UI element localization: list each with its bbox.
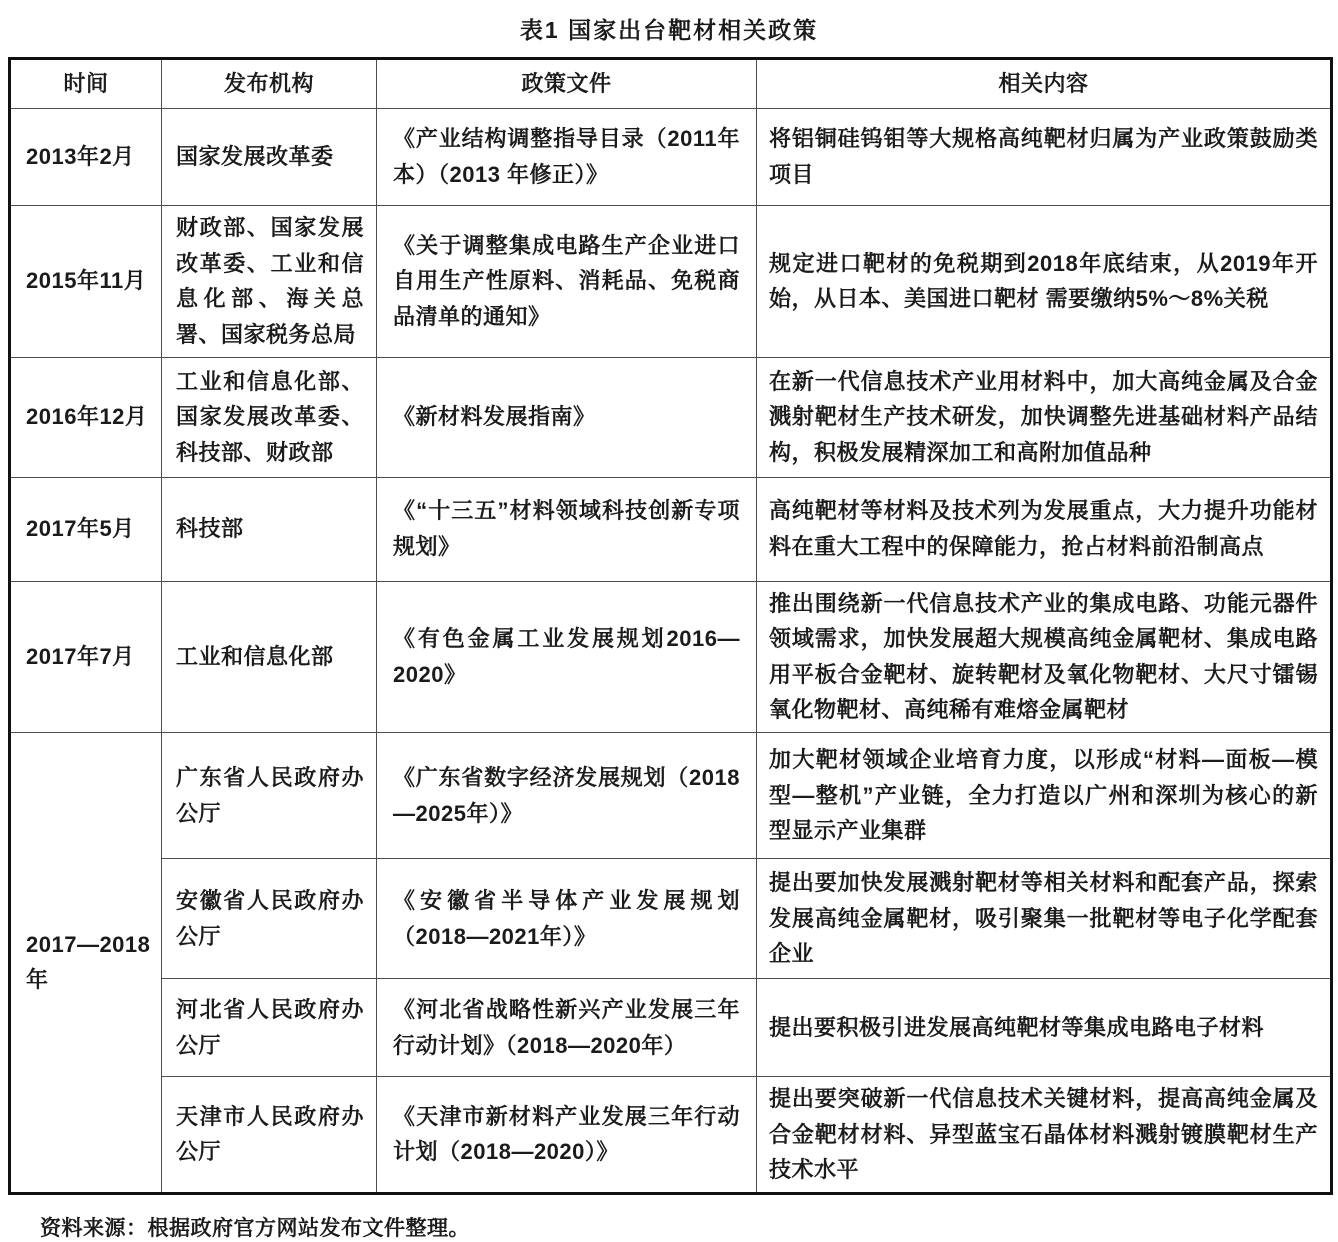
cell-agency: 科技部 <box>162 477 377 581</box>
cell-content: 加大靶材领域企业培育力度，以形成“材料—面板—模型—整机”产业链，全力打造以广州和深圳为核心的新型显示产业集群 <box>757 733 1332 859</box>
cell-content: 推出围绕新一代信息技术产业的集成电路、功能元器件领域需求，加快发展超大规模高纯金属靶材、集成电路用平板合金靶材、旋转靶材及氧化物靶材、大尺寸镭锡氧化物靶材、高纯稀有难熔金属靶材 <box>757 581 1332 733</box>
header-row <box>10 59 1332 109</box>
cell-agency: 工业和信息化部 <box>162 581 377 733</box>
table-row <box>10 109 1332 206</box>
col-header-doc: 政策文件 <box>377 59 757 109</box>
table-row <box>10 581 1332 733</box>
cell-content: 规定进口靶材的免税期到2018年底结束，从2019年开始，从日本、美国进口靶材 需要缴纳5%～8%关税 <box>757 206 1332 358</box>
cell-agency: 国家发展改革委 <box>162 109 377 206</box>
cell-doc: 《广东省数字经济发展规划（2018—2025年）》 <box>377 733 757 859</box>
cell-agency: 财政部、国家发展改革委、工业和信息化部、海关总署、国家税务总局 <box>162 206 377 358</box>
cell-agency: 广东省人民政府办公厅 <box>162 733 377 859</box>
cell-doc: 《河北省战略性新兴产业发展三年行动计划》（2018—2020年） <box>377 979 757 1077</box>
policy-table <box>8 57 1333 1195</box>
cell-time: 2016年12月 <box>10 357 162 477</box>
cell-content: 提出要积极引进发展高纯靶材等集成电路电子材料 <box>757 979 1332 1077</box>
table-title: 表1 国家出台靶材相关政策 <box>519 17 819 43</box>
cell-doc: 《有色金属工业发展规划2016—2020》 <box>377 581 757 733</box>
cell-content: 高纯靶材等材料及技术列为发展重点，大力提升功能材料在重大工程中的保障能力，抢占材料前沿制高点 <box>757 477 1332 581</box>
cell-time: 2017年7月 <box>10 581 162 733</box>
cell-content: 在新一代信息技术产业用材料中，加大高纯金属及合金溅射靶材生产技术研发，加快调整先进基础材料产品结构，积极发展精深加工和高附加值品种 <box>757 357 1332 477</box>
cell-agency: 安徽省人民政府办公厅 <box>162 859 377 979</box>
col-header-content: 相关内容 <box>757 59 1332 109</box>
table-row <box>10 979 1332 1077</box>
cell-agency: 天津市人民政府办公厅 <box>162 1077 377 1194</box>
cell-time: 2015年11月 <box>10 206 162 358</box>
cell-content: 提出要加快发展溅射靶材等相关材料和配套产品，探索发展高纯金属靶材，吸引聚集一批靶材等电子化学配套企业 <box>757 859 1332 979</box>
cell-agency: 河北省人民政府办公厅 <box>162 979 377 1077</box>
cell-doc: 《天津市新材料产业发展三年行动计划（2018—2020）》 <box>377 1077 757 1194</box>
table-row <box>10 206 1332 358</box>
cell-time: 2017年5月 <box>10 477 162 581</box>
cell-content: 提出要突破新一代信息技术关键材料，提高高纯金属及合金靶材材料、异型蓝宝石晶体材料溅射镀膜靶材生产技术水平 <box>757 1077 1332 1194</box>
cell-doc: 《“十三五”材料领域科技创新专项规划》 <box>377 477 757 581</box>
table-row <box>10 733 1332 859</box>
cell-doc: 《安徽省半导体产业发展规划（2018—2021年）》 <box>377 859 757 979</box>
col-header-time: 时间 <box>10 59 162 109</box>
source-note: 资料来源：根据政府官方网站发布文件整理。 <box>40 1216 470 1240</box>
cell-time: 2013年2月 <box>10 109 162 206</box>
table-row <box>10 477 1332 581</box>
table-row <box>10 859 1332 979</box>
cell-time-merged: 2017—2018年 <box>10 733 162 1194</box>
cell-doc: 《新材料发展指南》 <box>377 357 757 477</box>
cell-doc: 《产业结构调整指导目录（2011年本）（2013 年修正）》 <box>377 109 757 206</box>
col-header-agency: 发布机构 <box>162 59 377 109</box>
cell-content: 将铝铜硅钨钼等大规格高纯靶材归属为产业政策鼓励类项目 <box>757 109 1332 206</box>
cell-agency: 工业和信息化部、国家发展改革委、科技部、财政部 <box>162 357 377 477</box>
table-row <box>10 357 1332 477</box>
cell-doc: 《关于调整集成电路生产企业进口自用生产性原料、消耗品、免税商品清单的通知》 <box>377 206 757 358</box>
table-row <box>10 1077 1332 1194</box>
